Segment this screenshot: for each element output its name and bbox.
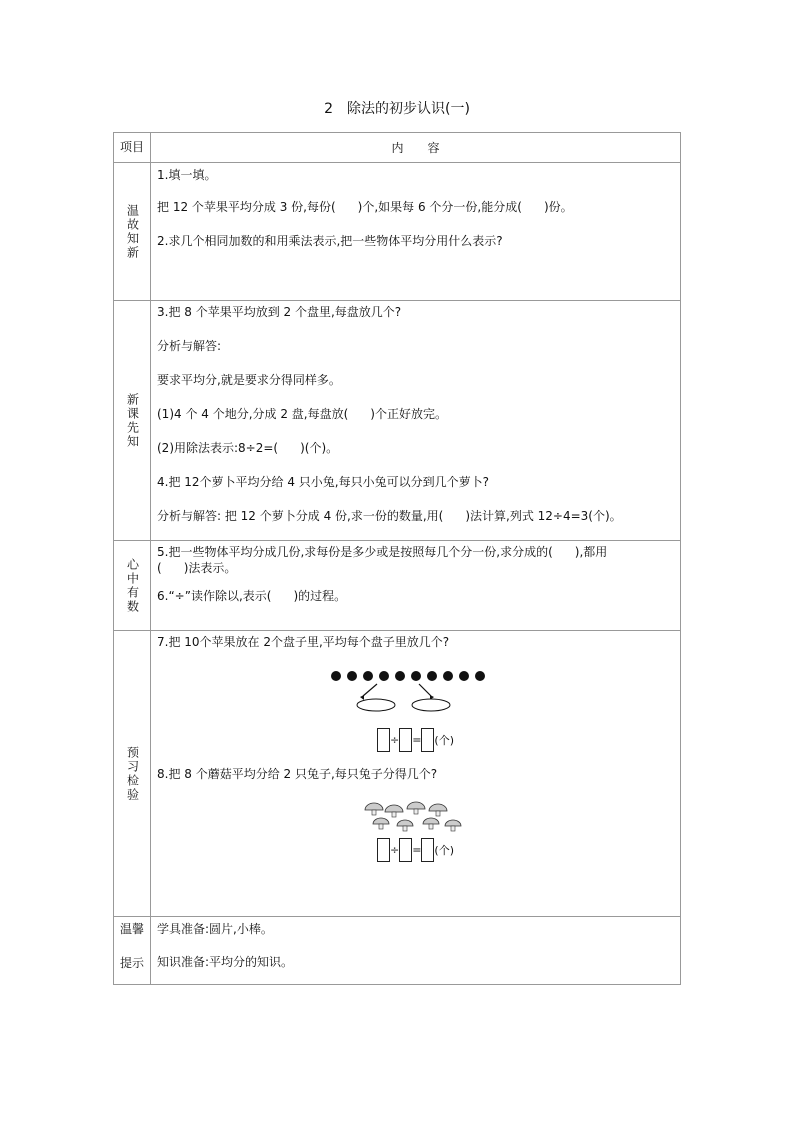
plate-icon [412, 699, 450, 711]
question-2: 2.求几个相同加数的和用乘法表示,把一些物体平均分用什么表示? [157, 234, 503, 248]
divide-sign: ÷ [389, 733, 400, 747]
apple-icon [347, 671, 357, 681]
apples-plates-illustration [151, 650, 675, 720]
q5-part2: ),都用 [574, 545, 608, 559]
q1-part2: )个,如果每 6 个分一份,能分成( [357, 200, 522, 214]
answer-box[interactable] [399, 838, 412, 862]
question-5 [151, 544, 680, 576]
answer-box[interactable] [377, 838, 390, 862]
q5-part4: )法表示。 [183, 561, 237, 575]
mushroom-icon [385, 805, 403, 812]
step-1-part2: )个正好放完。 [370, 407, 447, 421]
section-label-review [114, 163, 151, 301]
header-content [151, 133, 681, 163]
question-6 [151, 588, 680, 604]
q6-part2: )的过程。 [293, 589, 347, 603]
apple-icon [395, 671, 405, 681]
divide-sign: ÷ [389, 843, 400, 857]
mushrooms-illustration [151, 782, 675, 834]
section-label-text: 温故知新 [125, 203, 140, 260]
q1-part1: 把 12 个苹果平均分成 3 份,每份( [157, 200, 336, 214]
title-text: 除法的初步认识(一) [346, 101, 470, 117]
apple-icon [427, 671, 437, 681]
unit-label: (个) [434, 844, 455, 857]
title-number: 2 [324, 101, 333, 117]
section-label-tips [114, 917, 151, 985]
q5-part1: 5.把一些物体平均分成几份,求每份是多少或是按照每几个分一份,求分成的( [157, 545, 553, 559]
mushroom-icon [423, 818, 439, 824]
answer-box[interactable] [421, 728, 434, 752]
section-content-review [151, 163, 681, 301]
worksheet-table [113, 132, 681, 985]
section-label-text: 预习检验 [125, 745, 140, 802]
requirement-text: 要求平均分,就是要求分得同样多。 [157, 373, 341, 387]
q6-part1: 6.“÷”读作除以,表示( [157, 589, 272, 603]
header-item [114, 133, 151, 163]
mushroom-icon [397, 820, 413, 826]
question-3: 3.把 8 个苹果平均放到 2 个盘里,每盘放几个? [157, 305, 402, 319]
step-1-part1: (1)4 个 4 个地分,分成 2 盘,每盘放( [157, 407, 349, 421]
apple-icon [331, 671, 341, 681]
apple-icon [443, 671, 453, 681]
apple-icon [459, 671, 469, 681]
section-label-check [114, 541, 151, 631]
apple-icon [363, 671, 373, 681]
tips-label-2: 提示 [119, 956, 144, 970]
q4-part2: )法计算,列式 12÷4=3(个)。 [465, 509, 622, 523]
question-1: 1.填一填。 [157, 168, 217, 182]
mushroom-icon [407, 802, 425, 809]
mushroom-icon [445, 820, 461, 826]
tip-knowledge: 知识准备:平均分的知识。 [157, 955, 294, 969]
question-7: 7.把 10个苹果放在 2个盘子里,平均每个盘子里放几个? [157, 635, 450, 649]
formula-8 [151, 838, 680, 862]
section-label-preview [114, 301, 151, 541]
step-2 [151, 440, 680, 456]
apple-icon [379, 671, 389, 681]
answer-box[interactable] [377, 728, 390, 752]
unit-label: (个) [434, 734, 455, 747]
arrow-icon [363, 684, 377, 696]
answer-box[interactable] [421, 838, 434, 862]
step-2-part1: (2)用除法表示:8÷2=( [157, 441, 279, 455]
formula-7 [151, 728, 680, 752]
question-4: 4.把 12个萝卜平均分给 4 只小兔,每只小兔可以分到几个萝卜? [157, 475, 489, 489]
q4-part1: 分析与解答: 把 12 个萝卜分成 4 份,求一份的数量,用( [157, 509, 444, 523]
tip-tools: 学具准备:圆片,小棒。 [157, 922, 273, 936]
section-content-check [151, 541, 681, 631]
apple-icon [475, 671, 485, 681]
mushroom-icon [373, 818, 389, 824]
section-content-tips [151, 917, 681, 985]
question-8: 8.把 8 个蘑菇平均分给 2 只兔子,每只兔子分得几个? [157, 767, 438, 781]
section-label-text: 心中有数 [125, 557, 140, 614]
mushroom-icon [365, 803, 383, 810]
equals-sign: = [412, 843, 422, 857]
step-1 [151, 406, 680, 422]
tips-label-1: 温馨 [119, 922, 144, 936]
equals-sign: = [412, 733, 422, 747]
question-1-fill [151, 199, 680, 215]
section-content-preview [151, 301, 681, 541]
arrow-icon [419, 684, 431, 696]
question-4-answer [151, 508, 680, 524]
apple-icon [411, 671, 421, 681]
q5-part3: ( [157, 561, 162, 575]
q1-part3: )份。 [543, 200, 573, 214]
section-label-text: 新课先知 [125, 392, 140, 449]
apples-plates-figure [151, 650, 680, 720]
section-content-test [151, 631, 681, 917]
mushrooms-figure [151, 782, 680, 834]
analysis-label: 分析与解答: [157, 339, 222, 353]
answer-box[interactable] [399, 728, 412, 752]
plate-icon [357, 699, 395, 711]
step-2-part2: )(个)。 [300, 441, 339, 455]
page-title [0, 98, 794, 118]
mushroom-icon [429, 804, 447, 811]
section-label-test [114, 631, 151, 917]
header-item-label: 项目 [119, 140, 144, 154]
header-content-label: 内 容 [391, 140, 440, 155]
